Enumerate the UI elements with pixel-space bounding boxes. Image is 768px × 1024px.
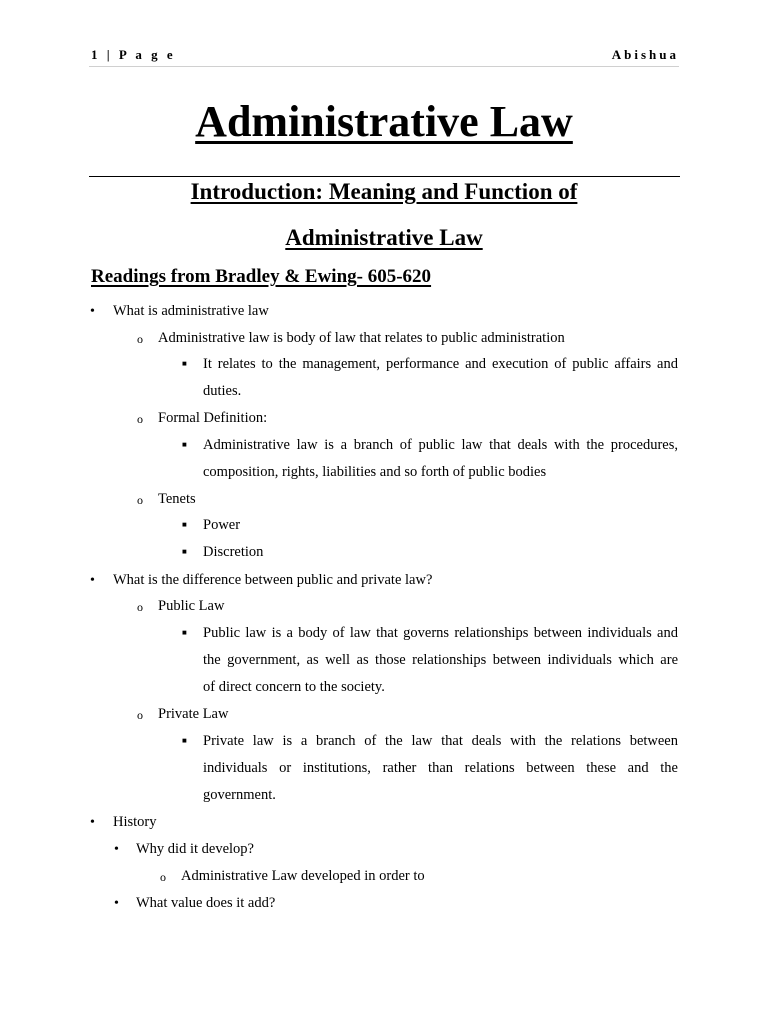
list-item: Why did it develop? xyxy=(136,841,254,857)
page-number-label: 1 | P a g e xyxy=(91,47,176,62)
readings-heading: Readings from Bradley & Ewing- 605-620 xyxy=(91,266,432,287)
list-item: It relates to the management, performance and execution of public affairs and xyxy=(203,356,678,372)
bullet-marker: • xyxy=(90,815,95,830)
list-item: Administrative law is a branch of public law that deals with the procedures, xyxy=(203,437,678,453)
list-item: Tenets xyxy=(158,491,196,507)
circle-marker: o xyxy=(137,600,143,614)
list-item-continued: composition, rights, liabilities and so forth of public bodies xyxy=(203,464,547,480)
list-item: History xyxy=(113,814,157,830)
document-title: Administrative Law xyxy=(195,97,573,146)
page-header xyxy=(89,46,679,67)
square-marker: ■ xyxy=(182,736,187,745)
square-marker: ■ xyxy=(182,628,187,637)
circle-marker: o xyxy=(137,412,143,426)
list-item: Private law is a branch of the law that deals with the relations between xyxy=(203,733,678,749)
bullet-marker: • xyxy=(114,842,119,857)
list-item-continued: government. xyxy=(203,787,276,803)
bullet-marker: • xyxy=(90,573,95,588)
author-name: Abishua xyxy=(611,47,679,62)
list-item: What is the difference between public and private law? xyxy=(113,572,433,588)
list-item: What value does it add? xyxy=(136,895,276,911)
square-marker: ■ xyxy=(182,440,187,449)
square-marker: ■ xyxy=(182,359,187,368)
title-divider xyxy=(89,176,680,177)
list-item-continued: duties. xyxy=(203,383,242,399)
square-marker: ■ xyxy=(182,547,187,556)
list-item: What is administrative law xyxy=(113,303,269,319)
list-item-continued: the government, as well as those relationships between individuals which are xyxy=(203,652,678,668)
circle-marker: o xyxy=(137,708,143,722)
circle-marker: o xyxy=(137,332,143,346)
circle-marker: o xyxy=(160,870,166,884)
subtitle-line-2: Administrative Law xyxy=(285,225,483,250)
bullet-marker: • xyxy=(90,304,95,319)
bullet-marker: • xyxy=(114,896,119,911)
list-item: Administrative law is body of law that relates to public administration xyxy=(158,330,565,346)
list-item-continued: of direct concern to the society. xyxy=(203,679,385,695)
list-item: Administrative Law developed in order to xyxy=(181,868,425,884)
circle-marker: o xyxy=(137,493,143,507)
square-marker: ■ xyxy=(182,520,187,529)
list-item: Discretion xyxy=(203,544,264,560)
list-item-continued: individuals or institutions, rather than relations between these and the xyxy=(203,760,678,776)
subtitle-line-1: Introduction: Meaning and Function of xyxy=(190,179,578,204)
list-item: Power xyxy=(203,517,241,533)
list-item: Private Law xyxy=(158,706,229,722)
list-item: Public Law xyxy=(158,598,225,614)
list-item: Formal Definition: xyxy=(158,410,268,426)
list-item: Public law is a body of law that governs relationships between individuals and xyxy=(203,625,678,641)
